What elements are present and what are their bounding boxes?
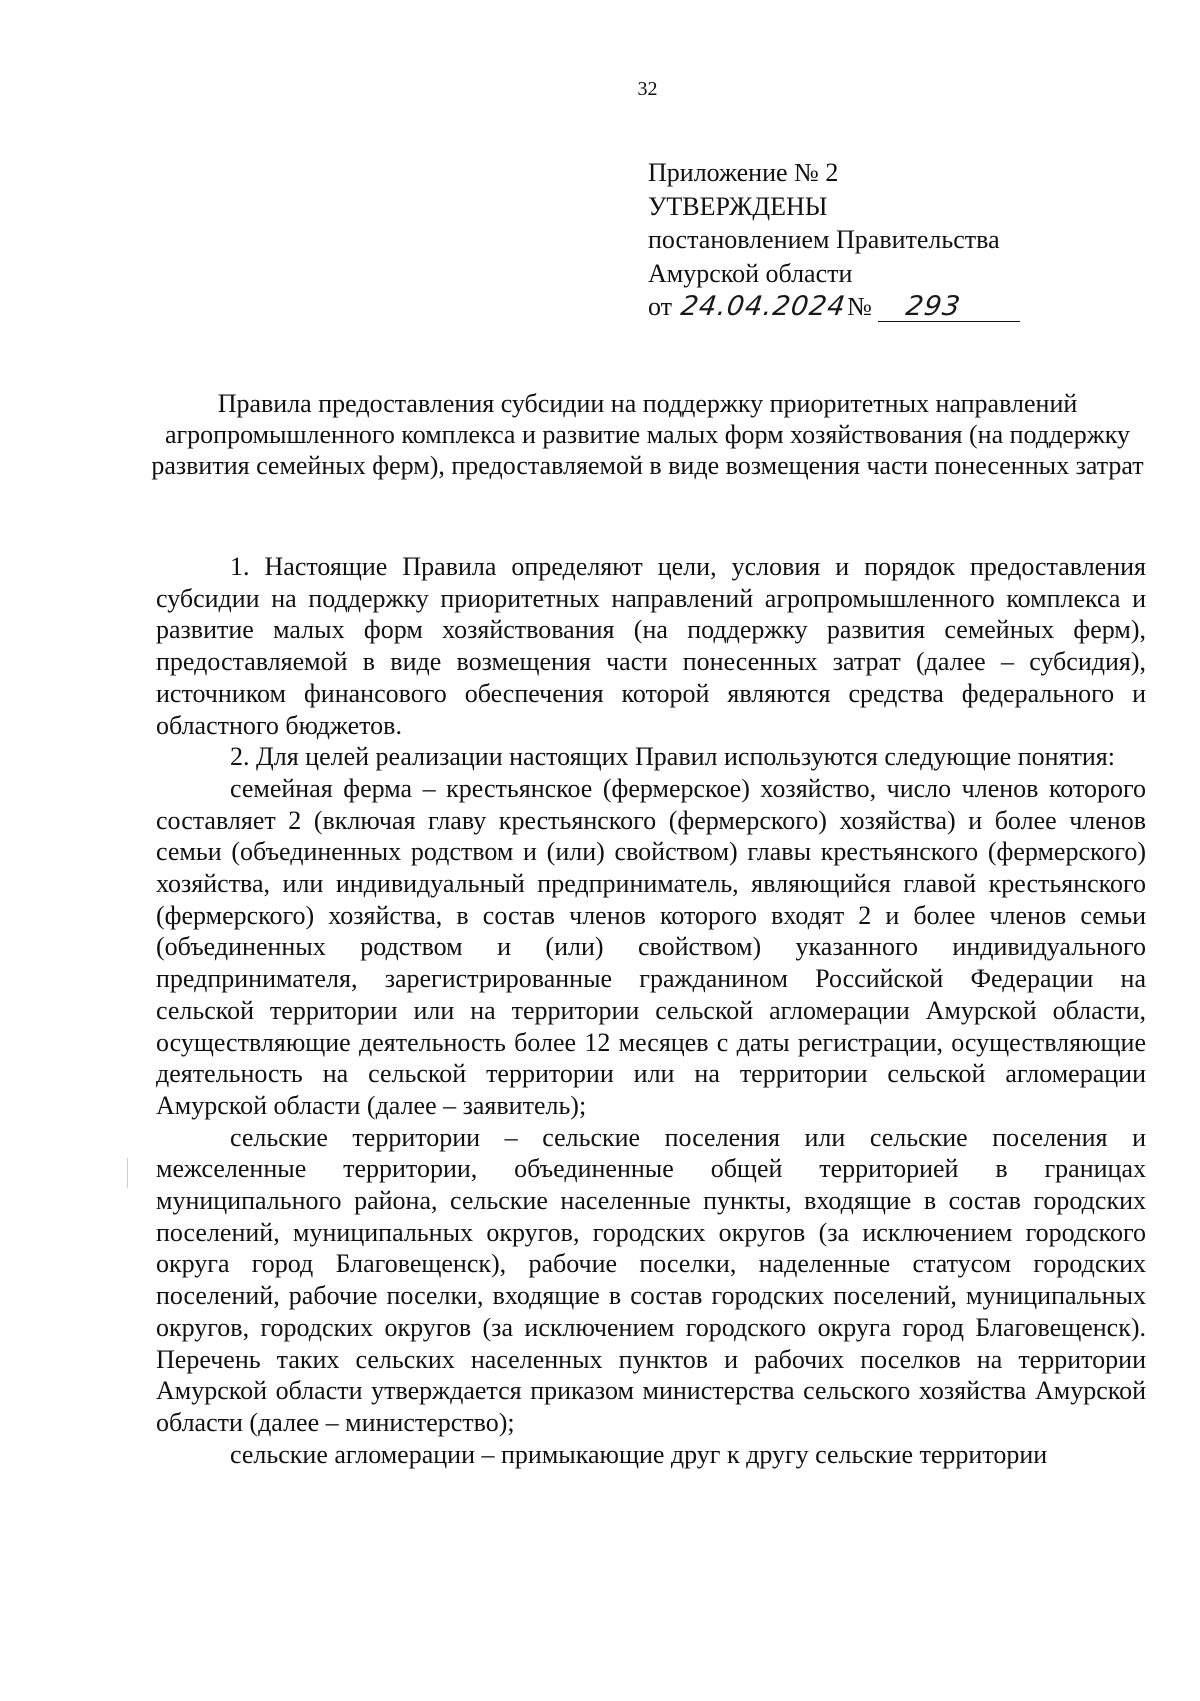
approval-authority: постановлением Правительства xyxy=(648,225,1000,254)
approval-region: Амурской области xyxy=(648,258,853,288)
definition-rural-territories: сельские территории – сельские поселения или сельские поселения и межселенные территории, объединенные общей территорией в границах муниципального района, сельские населенные пункты, входящие в состав городских поселений, муниципальных округов, городских округов (за исключением городского округа город Благовещенск), рабочие поселки, наделенные статусом городских поселений, рабочие поселки, входящие в состав городских поселений, муниципальных округов, городских округов (за исключением городского округа город Благовещенск). Перечень таких сельских населенных пунктов и рабочих поселков на территории Амурской области утверждается приказом министерства сельского хозяйства Амурской области (далее – министерство); xyxy=(156,1122,1146,1437)
paragraph-2: 2. Для целей реализации настоящих Правил используются следующие понятия: xyxy=(230,742,1115,772)
decree-date-number-row xyxy=(648,290,1020,324)
page-number: 32 xyxy=(637,78,658,100)
document-body xyxy=(156,551,1146,1470)
handwritten-number: 293 xyxy=(904,291,964,322)
appendix-approval-block xyxy=(648,156,1020,324)
approval-stamp-text: УТВЕРЖДЕНЫ xyxy=(648,191,828,221)
document-title: Правила предоставления субсидии на поддержку приоритетных направлений агропромышленного комплекса и развитие малых форм хозяйствования (на поддержку развития семейных ферм), предоставляемой в виде возмещения части понесенных затрат xyxy=(151,389,1144,480)
definition-rural-agglomerations: сельские агломерации – примыкающие друг к другу сельские территории xyxy=(230,1439,1048,1469)
scan-margin-mark xyxy=(127,1158,128,1188)
from-label: от xyxy=(648,292,673,321)
appendix-number: Приложение № 2 xyxy=(648,158,839,187)
definition-family-farm: семейная ферма – крестьянское (фермерское) хозяйство, число членов которого составляет 2 (включая главу крестьянского (фермерского) хозяйства) и более членов семьи (объединенных родством и (или) свойством) главы крестьянского (фермерского) хозяйства, или индивидуальный предприниматель, являющийся главой крестьянского (фермерского) хозяйства, в состав членов которого входят 2 и более членов семьи (объединенных родством и (или) свойством) указанного индивидуального предпринимателя, зарегистрированные гражданином Российской Федерации на сельской территории или на территории сельской агломерации Амурской области, осуществляющие деятельность более 12 месяцев с даты регистрации, осуществляющие деятельность на сельской территории или на территории сельской агломерации Амурской области (далее – заявитель); xyxy=(156,773,1146,1120)
paragraph-1: 1. Настоящие Правила определяют цели, условия и порядок предоставления субсидии на поддержку приоритетных направлений агропромышленного комплекса и развитие малых форм хозяйствования (на поддержку развития семейных ферм), предоставляемой в виде возмещения части понесенных затрат (далее – субсидия), источником финансового обеспечения которой являются средства федерального и областного бюджетов. xyxy=(156,552,1146,740)
decree-number xyxy=(878,293,1020,322)
number-label: № xyxy=(847,292,872,321)
decree-date xyxy=(679,290,848,324)
handwritten-date: 24.04.2024 xyxy=(678,291,848,322)
